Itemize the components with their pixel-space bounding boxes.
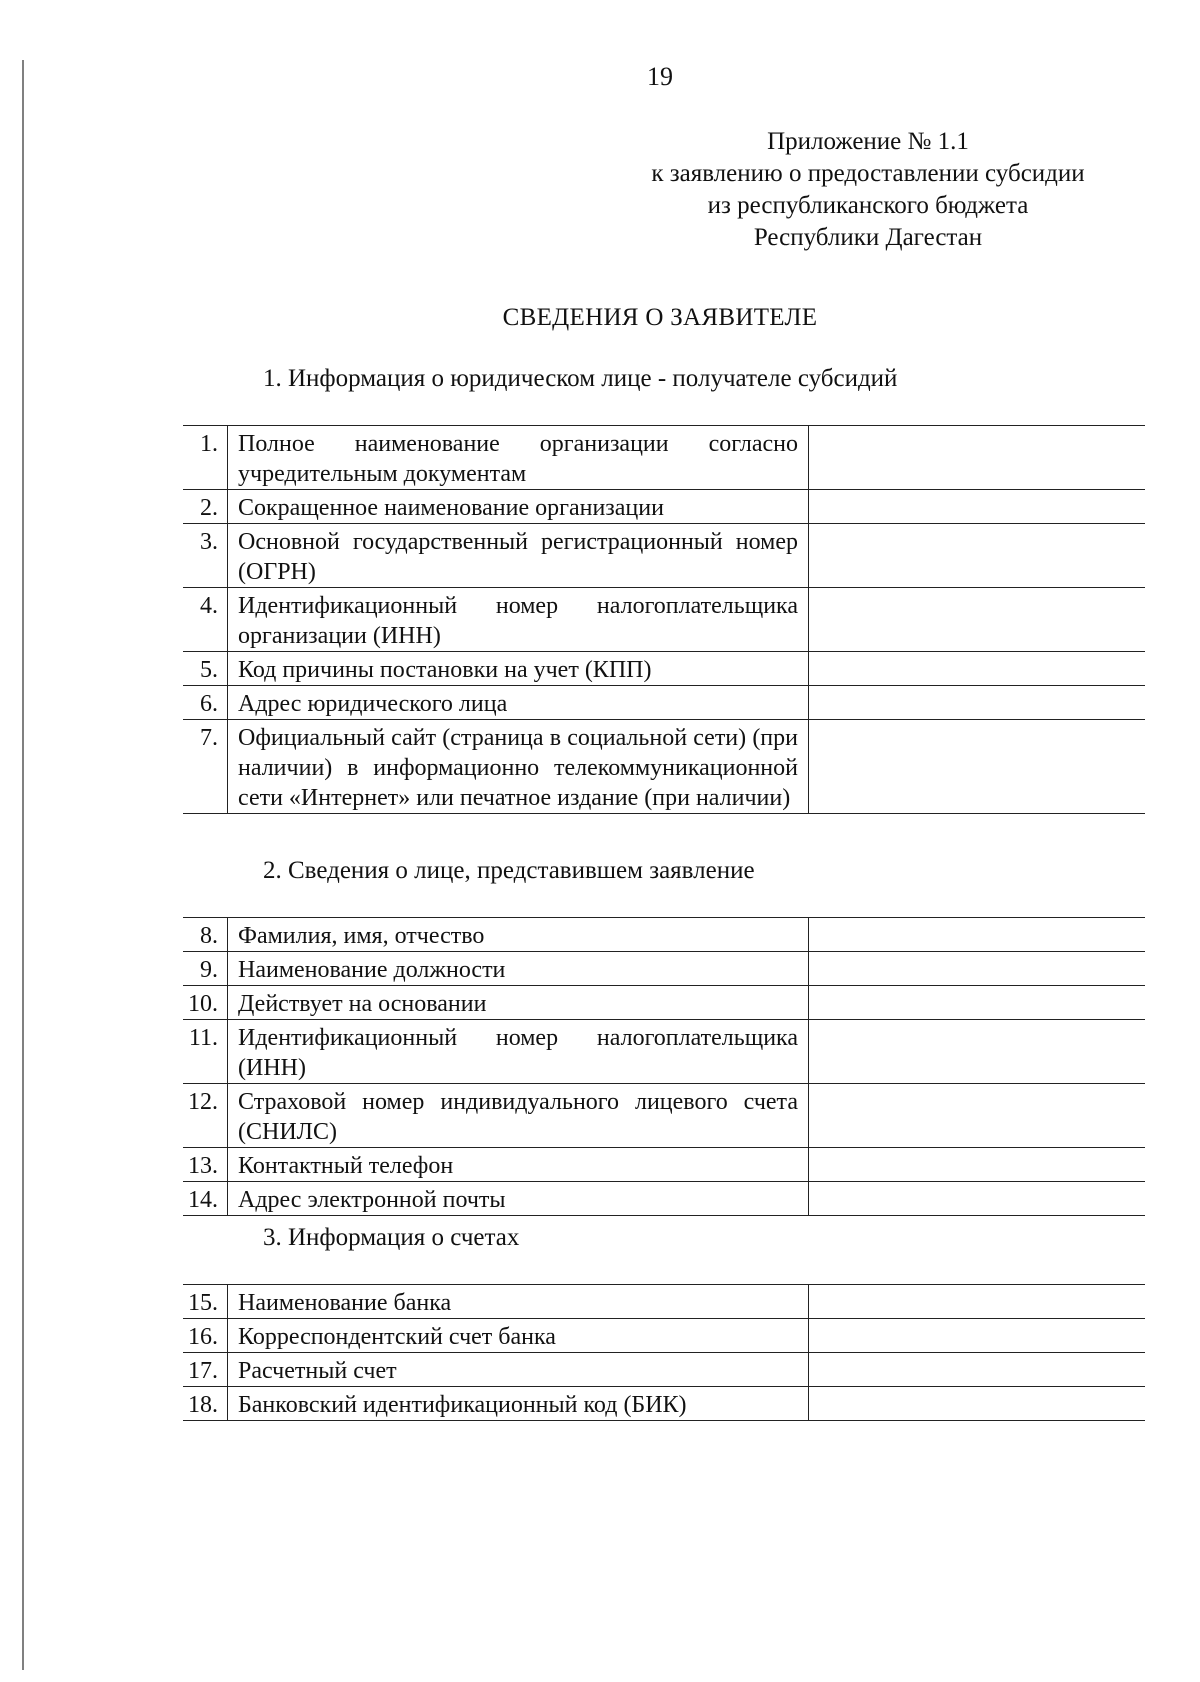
section-3-heading: 3. Информация о счетах — [263, 1224, 520, 1251]
table-row — [183, 524, 1145, 588]
row-label: Банковский идентификационный код (БИК) — [228, 1387, 809, 1421]
row-label: Официальный сайт (страница в социальной сети) (при наличии) в информационно телекоммуникационной сети «Интернет» или печатное издание (при наличии) — [228, 720, 809, 814]
row-number: 13. — [183, 1148, 228, 1182]
row-value-field[interactable] — [809, 1182, 1146, 1216]
row-number: 8. — [183, 918, 228, 952]
row-label: Идентификационный номер налогоплательщика организации (ИНН) — [228, 588, 809, 652]
table-row — [183, 1148, 1145, 1182]
row-value-field[interactable] — [809, 1020, 1146, 1084]
page-number: 19 — [647, 62, 673, 91]
scan-edge-line — [22, 60, 24, 1670]
table-row — [183, 426, 1145, 490]
row-value-field[interactable] — [809, 1353, 1146, 1387]
table-row — [183, 652, 1145, 686]
row-label: Сокращенное наименование организации — [228, 490, 809, 524]
row-label: Фамилия, имя, отчество — [228, 918, 809, 952]
table-row — [183, 1319, 1145, 1353]
row-value-field[interactable] — [809, 918, 1146, 952]
table-row — [183, 1285, 1145, 1319]
row-number: 1. — [183, 426, 228, 490]
table-row — [183, 1020, 1145, 1084]
row-label: Контактный телефон — [228, 1148, 809, 1182]
row-label: Корреспондентский счет банка — [228, 1319, 809, 1353]
row-label: Идентификационный номер налогоплательщика (ИНН) — [228, 1020, 809, 1084]
row-number: 3. — [183, 524, 228, 588]
section-2-table — [183, 917, 1145, 1216]
table-row — [183, 1353, 1145, 1387]
appendix-header — [608, 126, 1128, 254]
table-row — [183, 986, 1145, 1020]
row-value-field[interactable] — [809, 1285, 1146, 1319]
row-value-field[interactable] — [809, 686, 1146, 720]
row-number: 15. — [183, 1285, 228, 1319]
section-3-table — [183, 1284, 1145, 1421]
row-number: 16. — [183, 1319, 228, 1353]
row-number: 12. — [183, 1084, 228, 1148]
table-row — [183, 720, 1145, 814]
appendix-line: Республики Дагестан — [753, 224, 983, 251]
row-value-field[interactable] — [809, 1387, 1146, 1421]
row-number: 11. — [183, 1020, 228, 1084]
row-value-field[interactable] — [809, 720, 1146, 814]
section-1-table — [183, 425, 1145, 814]
row-value-field[interactable] — [809, 952, 1146, 986]
table-row — [183, 918, 1145, 952]
row-number: 7. — [183, 720, 228, 814]
table-row — [183, 490, 1145, 524]
row-number: 2. — [183, 490, 228, 524]
row-value-field[interactable] — [809, 490, 1146, 524]
table-row — [183, 952, 1145, 986]
row-label: Полное наименование организации согласно учредительным документам — [228, 426, 809, 490]
row-number: 18. — [183, 1387, 228, 1421]
row-value-field[interactable] — [809, 426, 1146, 490]
row-label: Адрес электронной почты — [228, 1182, 809, 1216]
table-row — [183, 588, 1145, 652]
table-row — [183, 1182, 1145, 1216]
row-value-field[interactable] — [809, 652, 1146, 686]
document-title: СВЕДЕНИЯ О ЗАЯВИТЕЛЕ — [502, 304, 818, 331]
section-2-heading: 2. Сведения о лице, представившем заявление — [263, 857, 755, 884]
row-number: 5. — [183, 652, 228, 686]
row-value-field[interactable] — [809, 588, 1146, 652]
row-label: Страховой номер индивидуального лицевого счета (СНИЛС) — [228, 1084, 809, 1148]
row-number: 17. — [183, 1353, 228, 1387]
row-value-field[interactable] — [809, 1148, 1146, 1182]
row-number: 9. — [183, 952, 228, 986]
row-label: Основной государственный регистрационный номер (ОГРН) — [228, 524, 809, 588]
row-label: Адрес юридического лица — [228, 686, 809, 720]
row-number: 4. — [183, 588, 228, 652]
table-row — [183, 1387, 1145, 1421]
row-label: Действует на основании — [228, 986, 809, 1020]
appendix-line: из республиканского бюджета — [707, 192, 1029, 219]
row-number: 6. — [183, 686, 228, 720]
row-label: Расчетный счет — [228, 1353, 809, 1387]
section-1-heading: 1. Информация о юридическом лице - получателе субсидий — [263, 365, 898, 392]
row-label: Код причины постановки на учет (КПП) — [228, 652, 809, 686]
row-value-field[interactable] — [809, 1319, 1146, 1353]
table-row — [183, 686, 1145, 720]
row-value-field[interactable] — [809, 1084, 1146, 1148]
row-label: Наименование банка — [228, 1285, 809, 1319]
table-row — [183, 1084, 1145, 1148]
row-number: 14. — [183, 1182, 228, 1216]
appendix-line: к заявлению о предоставлении субсидии — [651, 160, 1085, 187]
row-value-field[interactable] — [809, 986, 1146, 1020]
appendix-line: Приложение № 1.1 — [767, 128, 969, 155]
row-label: Наименование должности — [228, 952, 809, 986]
row-value-field[interactable] — [809, 524, 1146, 588]
row-number: 10. — [183, 986, 228, 1020]
